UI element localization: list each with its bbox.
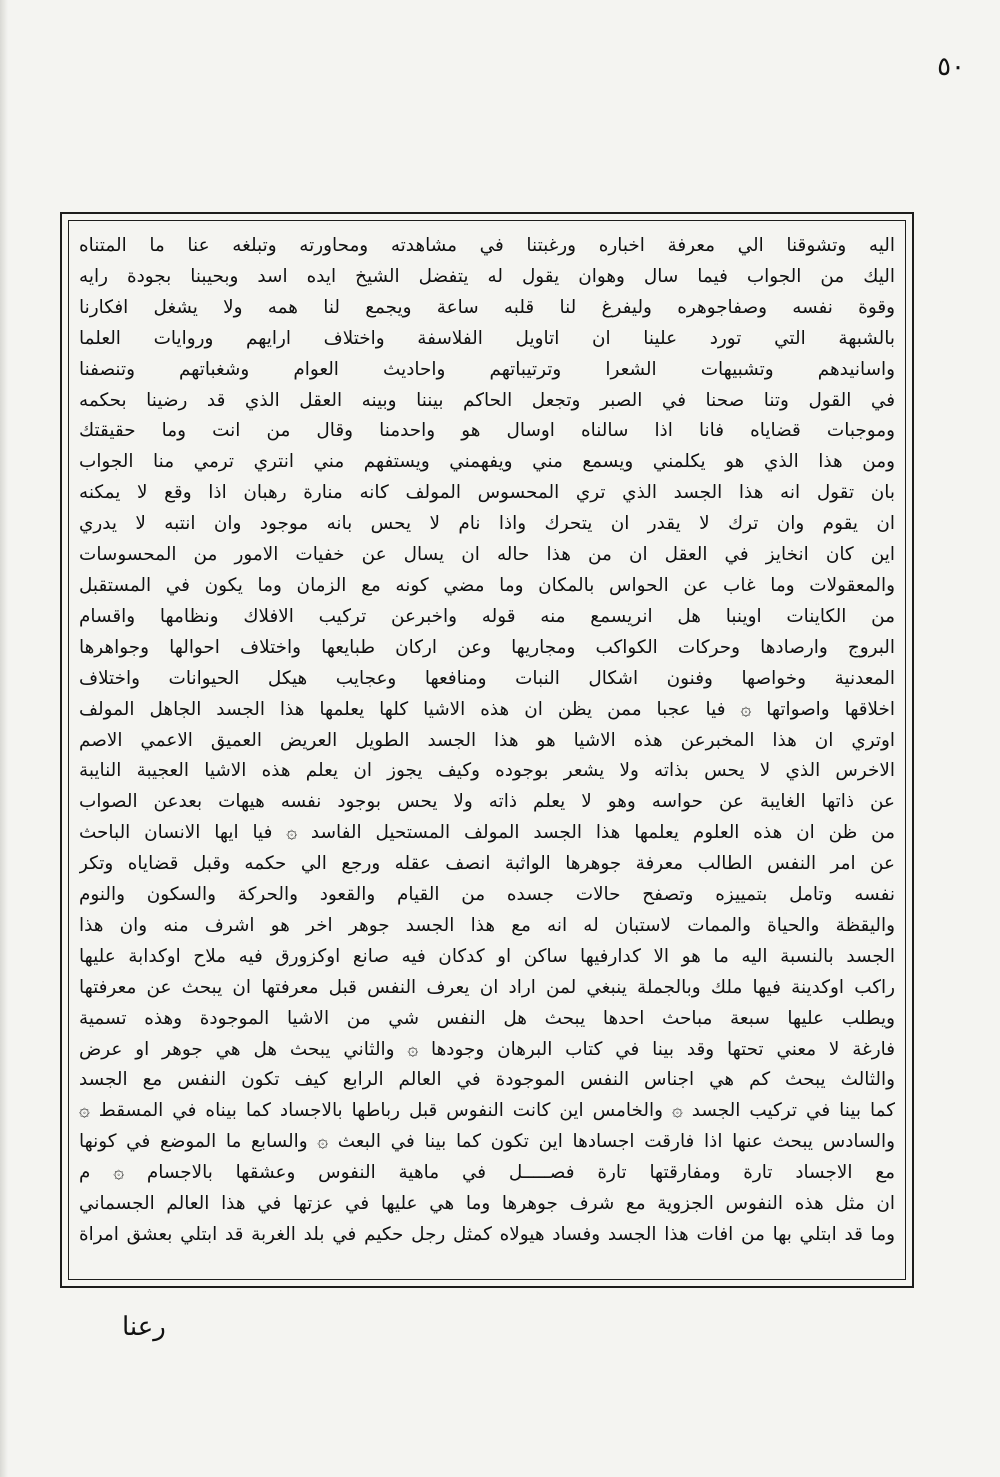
text-line: ومن هذا الذي هو يكلمني ويسمع مني ويفهمني ويستفهم مني انتري ترمي منا الجواب [79, 451, 895, 473]
text-line: وموجبات قضاياه فانا اذا سالناه اوسال هو واحدمنا وقال من انت وما حقيقتك [79, 420, 895, 442]
text-line: والسادس يبحث عنها اذا فارقت اجسادها اين تكون كما بينا في البعث ۞ والسابع ما الموضع في كونها [79, 1131, 895, 1153]
text-line: راكب اوكدينة فيها ملك وبالجملة ينبغي لمن اراد ان يعرف النفس قبل معرفتها ان يبحث عن معرفتها [79, 976, 895, 998]
text-line: اليك من الجواب فيما سال وهوان يقول له يتفضل الشيخ ايده اسد وبحيبنا بجودة رايه [79, 265, 895, 287]
text-line: عن امر النفس الطالب معرفة جوهرها الواثبة انصف عقله ورجع الي حكمه وقبل قضاياه وتكر [79, 853, 895, 875]
text-line: ان مثل هذه النفوس الجزوية مع شرف جوهرها وما هي عليها في عزتها في هذا العالم الجسماني [79, 1193, 895, 1215]
text-line: ويطلب عليها سبعة مباحث احدها يبحث هل النفس شي من الاشيا الموجودة وهذه تسمية [79, 1007, 895, 1029]
text-line: والمعقولات وما غاب عن الحواس بالمكان وما مضي كونه مع الزمان وما يكون في المستقبل [79, 574, 895, 596]
text-line: الجسد بالنسبة اليه ما هو الا كدارفيها ساكن او كدكان فيه صانع اوكزورق فيه ملاح اوكدابة عليها [79, 945, 895, 967]
text-line: البروج وارصادها وحركات الكواكب ومجاريها وعن اركان طبايعها واختلاف احوالها وجواهرها [79, 636, 895, 658]
text-line: اخلاقها واصواتها ۞ فيا عجبا ممن يظن ان هذه الاشيا كلها يعلمها هذا الجسد الجاهل المولف [79, 698, 895, 720]
text-line: اليه وتشوقنا الي معرفة اخباره ورغبتنا في مشاهدته ومحاورته وتبلغه عنا ما المتناه [79, 235, 895, 256]
text-line: مع الاجساد تارة ومفارقتها تارة فصـــــل في ماهية النفوس وعشقها بالاجسام ۞ م [79, 1162, 895, 1184]
text-line: كما بينا في تركيب الجسد ۞ والخامس اين كانت النفوس قبل رباطها بالاجساد كما بيناه في المسقط ۞ [79, 1100, 895, 1122]
text-line: من الكاينات اوينبا هل انريسمع منه قوله واخبرعن تركيب الافلاك ونظامها واقسام [79, 605, 895, 627]
text-line: الاخرس الذي لا يحس بذاته ولا يشعر بوجوده وكيف يجوز ان يعلم هذه الاشيا العجيبة النايبة [79, 760, 895, 782]
text-line: واسانيدهم وتشبيهات الشعرا وترتيباتهم واحاديث العوام وشغباتهم وتنصفنا [79, 358, 895, 380]
text-line: وقوة نفسه وصفاجوهره وليفرغ لنا قلبه ساعة ويجمع لنا همه ولا يشغل افكارنا [79, 296, 895, 318]
text-line: نفسه وتامل بتمييزه وتصفح حالات جسده من القيام والقعود والحركة والسكون والنوم [79, 884, 895, 906]
text-line: بان تقول انه هذا الجسد الذي تري المحسوس المولف كانه منارة رهبان اذا وقع لا يمكنه [79, 482, 895, 504]
folio-number: ٥٠ [937, 52, 965, 82]
page-edge [0, 0, 8, 1477]
text-line: بالشبهة التي تورد علينا ان اتاويل الفلاسفة واختلاف ارايهم وروايات العلما [79, 327, 895, 349]
text-line: في القول وتنا صحنا في الصبر وتجعل الحاكم بيننا وبينه العقل الذي قد رضينا بحكمه [79, 389, 895, 411]
text-line: واليقظة والحياة والممات لاستبان له انه مع هذا الجسد جوهر اخر هو اشرف منه وان هذا [79, 914, 895, 936]
manuscript-text-block [79, 231, 895, 1251]
text-frame-inner [68, 220, 906, 1280]
text-line: وما قد ابتلي بها من افات هذا الجسد وفساد هيولاه كمثل رجل حكيم في بلد الغربة قد ابتلي بعشق امراة [79, 1224, 895, 1245]
text-frame [60, 212, 914, 1288]
text-line: والثالث يبحث كم هي اجناس النفس الموجودة في العالم الرابع كيف تكون النفس مع الجسد [79, 1069, 895, 1091]
text-line: المعدنية وخواصها وفنون اشكال النبات ومنافعها وعجايب هيكل الحيوانات واختلاف [79, 667, 895, 689]
text-line: فارغة لا معني تحتها وقد بينا في كتاب البرهان وجودها ۞ والثاني يبحث هل هي جوهر او عرض [79, 1038, 895, 1060]
text-line: اين كان انخايز في العقل ان من هذا حاله ان يسال عن خفيات الامور من المحسوسات [79, 544, 895, 566]
text-line: ان يقوم وان ترك لا يقدر ان يتحرك واذا نام لا يحس بانه موجود وان انتبه لا يدري [79, 513, 895, 535]
text-line: من ظن ان هذه العلوم يعلمها هذا الجسد المولف المستحيل الفاسد ۞ فيا ايها الانسان الباحث [79, 822, 895, 844]
text-line: عن ذاتها الغايبة عن حواسه وهو لا يعلم ذاته ولا يحس بوجود نفسه هيهات بعدعن الصواب [79, 791, 895, 813]
text-line: اوتري ان هذا المخبرعن هذه الاشيا هو هذا الجسد الطويل العريض العميق الاعمي الاصم [79, 729, 895, 751]
catchword: رعنا [122, 1312, 166, 1342]
